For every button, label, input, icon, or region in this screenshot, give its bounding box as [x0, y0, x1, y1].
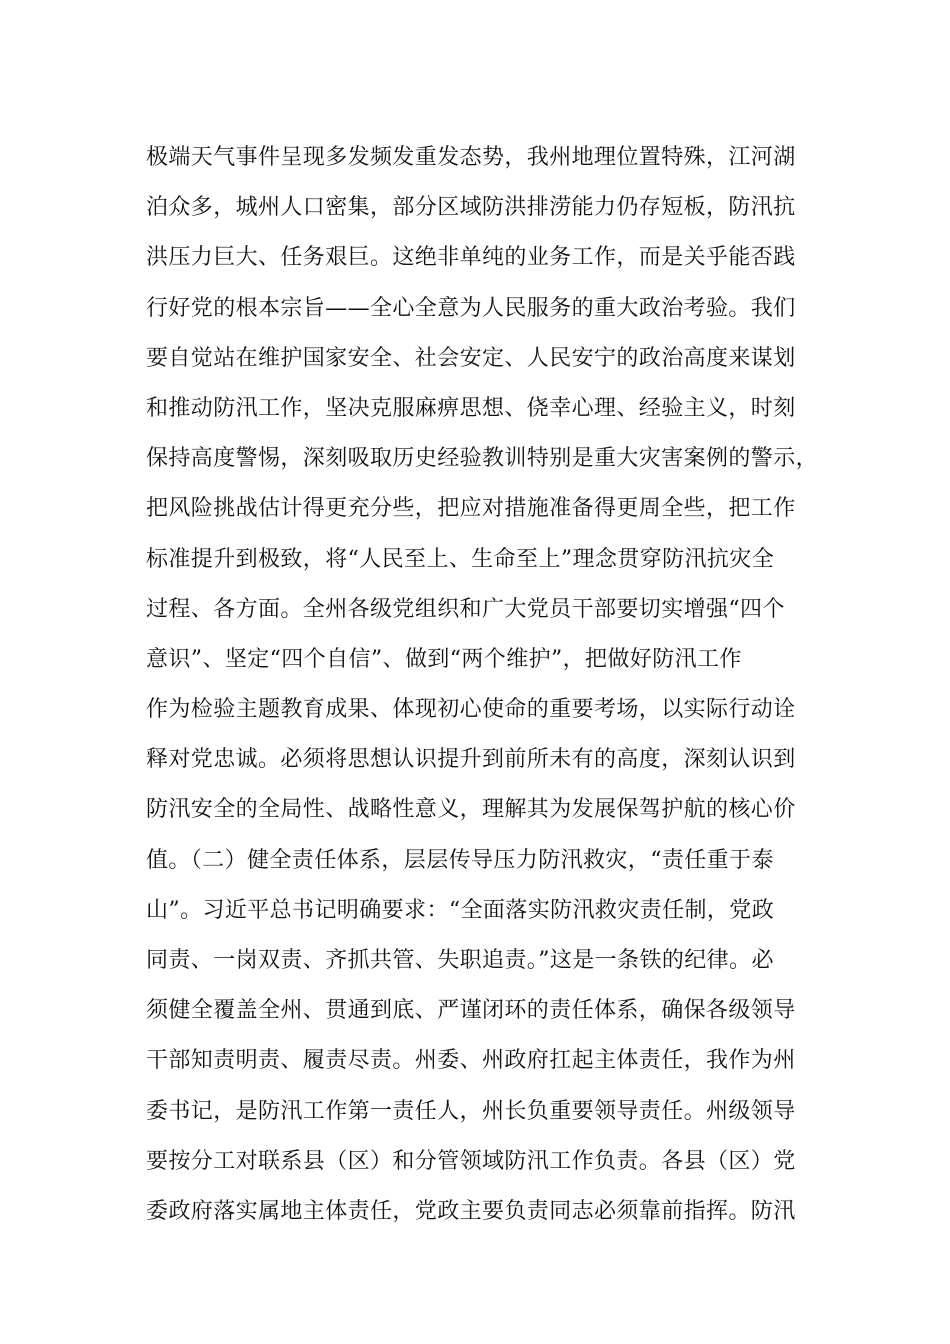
text-line: 和推动防汛工作，坚决克服麻痹思想、侥幸心理、经验主义，时刻: [146, 395, 796, 421]
text-line: 释对党忠诚。必须将思想认识提升到前所未有的高度，深刻认识到: [146, 747, 796, 773]
text-line: 值。（二）健全责任体系，层层传导压力防汛救灾，“责任重于泰: [146, 847, 774, 873]
text-line: 标准提升到极致，将“人民至上、生命至上”理念贯穿防汛抗灾全: [146, 546, 775, 572]
text-line: 山”。习近平总书记明确要求：“全面落实防汛救灾责任制，党政: [146, 897, 775, 923]
text-line: 同责、一岗双责、齐抓共管、失职追责。”这是一条铁的纪律。必: [146, 948, 774, 973]
text-line: 须健全覆盖全州、贯通到底、严谨闭环的责任体系，确保各级领导: [146, 998, 796, 1024]
text-line: 委政府落实属地主体责任，党政主要负责同志必须靠前指挥。防汛: [146, 1198, 796, 1224]
text-line: 防汛安全的全局性、战略性意义，理解其为发展保驾护航的核心价: [146, 797, 796, 823]
text-line: 过程、各方面。全州各级党组织和广大党员干部要切实增强“四个: [146, 596, 785, 622]
text-line: 意识”、坚定“四个自信”、做到“两个维护”，把做好防汛工作: [146, 646, 742, 672]
text-line: 极端天气事件呈现多发频发重发态势，我州地理位置特殊，江河湖: [146, 145, 796, 170]
text-line: 干部知责明责、履责尽责。州委、州政府扛起主体责任，我作为州: [146, 1048, 796, 1074]
text-line: 泊众多，城州人口密集，部分区域防洪排涝能力仍存短板，防汛抗: [146, 195, 796, 221]
text-line: 保持高度警惕，深刻吸取历史经验教训特别是重大灾害案例的警示，: [146, 446, 819, 472]
document-body: [146, 133, 836, 1237]
text-line: 委书记，是防汛工作第一责任人，州长负重要领导责任。州级领导: [146, 1098, 796, 1124]
text-line: 洪压力巨大、任务艰巨。这绝非单纯的业务工作，而是关乎能否践: [146, 245, 796, 271]
text-line: 要自觉站在维护国家安全、社会安定、人民安宁的政治高度来谋划: [146, 345, 796, 371]
text-line: 作为检验主题教育成果、体现初心使命的重要考场，以实际行动诠: [146, 697, 796, 723]
text-line: 要按分工对联系县（区）和分管领域防汛工作负责。各县（区）党: [146, 1148, 796, 1174]
text-line: 行好党的根本宗旨——全心全意为人民服务的重大政治考验。我们: [146, 295, 796, 321]
text-line: 把风险挑战估计得更充分些，把应对措施准备得更周全些，把工作: [146, 496, 796, 522]
